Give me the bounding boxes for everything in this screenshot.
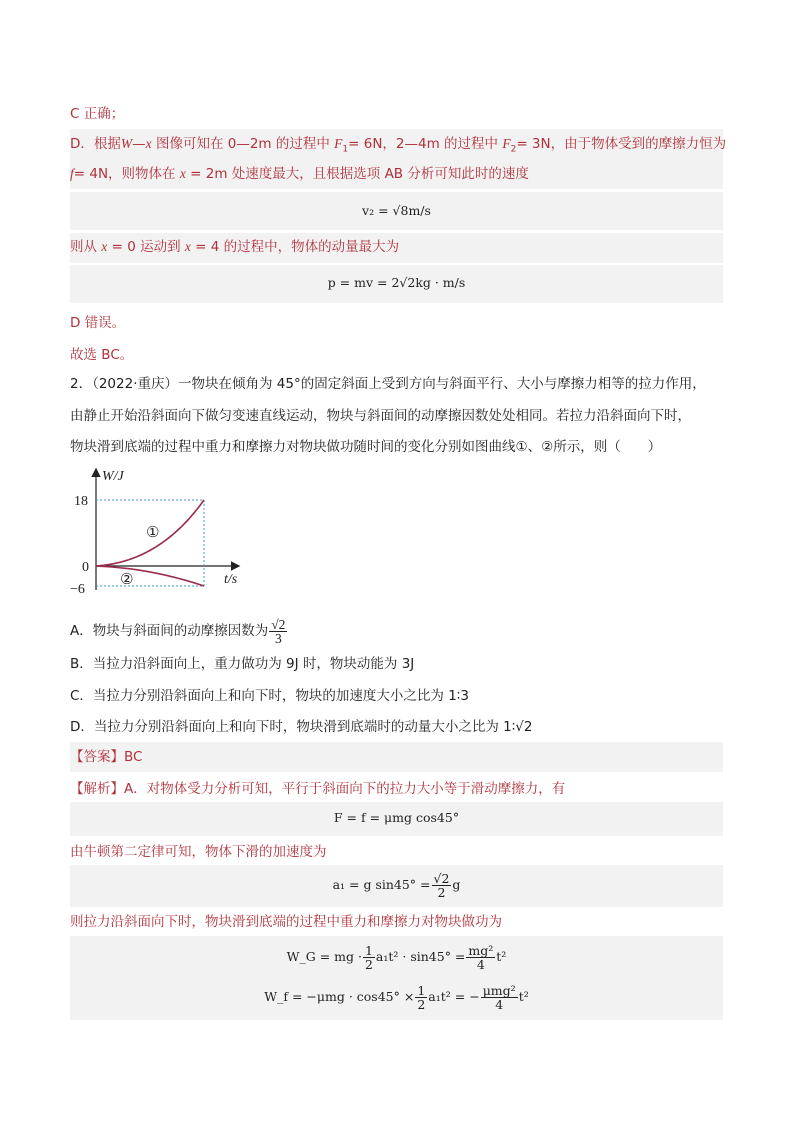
text-line — [70, 104, 124, 124]
var-x: x — [184, 239, 191, 254]
text-span: A．对物体受力分析可知，平行于斜面向下的拉力大小等于滑动摩擦力，有 — [124, 781, 566, 797]
answer-line — [70, 747, 142, 767]
subscript: 1 — [342, 144, 349, 155]
fraction-denominator: 2 — [364, 957, 373, 972]
text-span: = 2m 处速度最大，且根据选项 AB 分析可知此时的速度 — [185, 166, 529, 182]
fraction — [466, 944, 495, 971]
work-time-graph — [70, 462, 250, 602]
formula-wf — [70, 984, 723, 1011]
fraction-denominator: 2 — [417, 997, 426, 1012]
formula-text: a₁ = g sin45° = — [332, 877, 431, 892]
tick-label-18: 18 — [74, 494, 88, 509]
text-span: — — [132, 136, 146, 152]
curve-1-label: ① — [146, 523, 160, 541]
formula-text: W_f = −μmg · cos45° × — [264, 989, 415, 1004]
text-span: 由牛顿第二定律可知，物体下滑的加速度为 — [70, 844, 327, 860]
tick-label-0: 0 — [82, 560, 89, 575]
var-f: F — [502, 136, 511, 151]
curve-2-label: ② — [120, 570, 134, 588]
formula-text: t² — [518, 989, 529, 1004]
answer-text: 【答案】BC — [70, 749, 143, 765]
question-line — [70, 406, 691, 426]
formula-v2 — [70, 203, 723, 218]
text-line — [70, 164, 529, 184]
text-span: 则拉力沿斜面向下时，物块滑到底端的过程中重力和摩擦力对物块做功为 — [70, 914, 502, 930]
fraction — [415, 984, 427, 1011]
text-span: 物块滑到底端的过程中重力和摩擦力对物块做功随时间的变化分别如图曲线①、②所示，则（ ） — [70, 439, 662, 455]
formula-friction — [70, 810, 723, 825]
formula-text: F = f = μmg cos45° — [333, 810, 460, 825]
text-line — [70, 134, 726, 160]
formula-p — [70, 275, 723, 290]
fraction — [363, 944, 375, 971]
text-span: D．当拉力分别沿斜面向上和向下时，物块滑到底端时的动量大小之比为 1∶√2 — [70, 719, 533, 735]
fraction-denominator: 4 — [476, 957, 485, 972]
var-f: F — [334, 136, 343, 151]
option-d — [70, 717, 532, 737]
text-span: 由静止开始沿斜面向下做匀变速直线运动，物块与斜面间的动摩擦因数处处相同。若拉力沿斜面向下时， — [70, 408, 691, 424]
text-span: C 正确； — [70, 106, 125, 122]
text-span: 2．（2022·重庆）一物块在倾角为 45°的固定斜面上受到方向与斜面平行、大小与摩擦力相等的拉力作用， — [70, 376, 706, 392]
fraction-numerator: 1 — [364, 943, 373, 958]
formula-text: g — [452, 877, 461, 892]
formula-text: v₂ = √8m/s — [362, 203, 431, 218]
var-x: x — [101, 239, 108, 254]
fraction-numerator: 1 — [417, 983, 426, 998]
fraction — [432, 872, 452, 899]
text-span: 故选 BC。 — [70, 347, 134, 363]
fraction-denominator: 4 — [495, 997, 504, 1012]
text-span: D．根据 — [70, 136, 121, 152]
question-line — [70, 374, 706, 394]
formula-acceleration — [70, 872, 723, 899]
formula-text: a₁t² · sin45° = — [375, 949, 466, 964]
text-line — [70, 345, 133, 365]
question-line — [70, 437, 661, 457]
fraction — [269, 618, 287, 645]
var-w: W — [120, 136, 133, 151]
text-span: = 3N，由于物体受到的摩擦力恒为 — [516, 136, 727, 152]
fraction-numerator: √2 — [433, 871, 450, 886]
text-span: B．当拉力沿斜面向上，重力做功为 9J 时，物块动能为 3J — [70, 656, 415, 672]
text-span: D 错误。 — [70, 315, 126, 331]
formula-text: W_G = mg · — [286, 949, 362, 964]
subscript: 2 — [510, 144, 517, 155]
text-line — [70, 313, 125, 333]
fraction-numerator: √2 — [271, 616, 286, 632]
fraction-denominator: 3 — [274, 630, 282, 646]
var-x: x — [145, 136, 152, 151]
curve-2 — [96, 566, 204, 586]
fraction-numerator: μmg² — [482, 983, 516, 998]
explanation-line — [70, 842, 327, 862]
text-span: A．物块与斜面间的动摩擦因数为 — [70, 623, 269, 639]
var-x: x — [179, 166, 186, 181]
x-axis-label: t/s — [224, 572, 238, 587]
text-span: C．当拉力分别沿斜面向上和向下时，物块的加速度大小之比为 1∶3 — [70, 688, 469, 704]
fraction — [481, 984, 518, 1011]
var-f: f — [70, 166, 74, 181]
text-span: 则从 — [70, 239, 102, 255]
text-span: = 4 的过程中，物体的动量最大为 — [190, 239, 400, 255]
explanation-line — [70, 779, 565, 799]
fraction-numerator: mg² — [468, 943, 494, 958]
explanation-line — [70, 912, 502, 932]
y-axis-label: W/J — [102, 469, 124, 484]
answer-highlight — [70, 742, 723, 772]
fraction-denominator: 2 — [437, 885, 446, 900]
text-span: = 0 运动到 — [107, 239, 185, 255]
text-span: = 4N，则物体在 — [73, 166, 180, 182]
option-c — [70, 686, 469, 706]
explanation-tag: 【解析】 — [70, 781, 124, 797]
text-span: 图像可知在 0—2m 的过程中 — [151, 136, 335, 152]
tick-label-minus6: −6 — [70, 582, 85, 597]
formula-wg — [70, 944, 723, 971]
formula-text: p = mv = 2√2kg · m/s — [327, 275, 466, 290]
option-a — [70, 616, 288, 646]
option-b — [70, 654, 414, 674]
text-line — [70, 237, 399, 257]
formula-text: t² — [496, 949, 507, 964]
text-span: = 6N，2—4m 的过程中 — [348, 136, 503, 152]
formula-text: a₁t² = − — [428, 989, 480, 1004]
